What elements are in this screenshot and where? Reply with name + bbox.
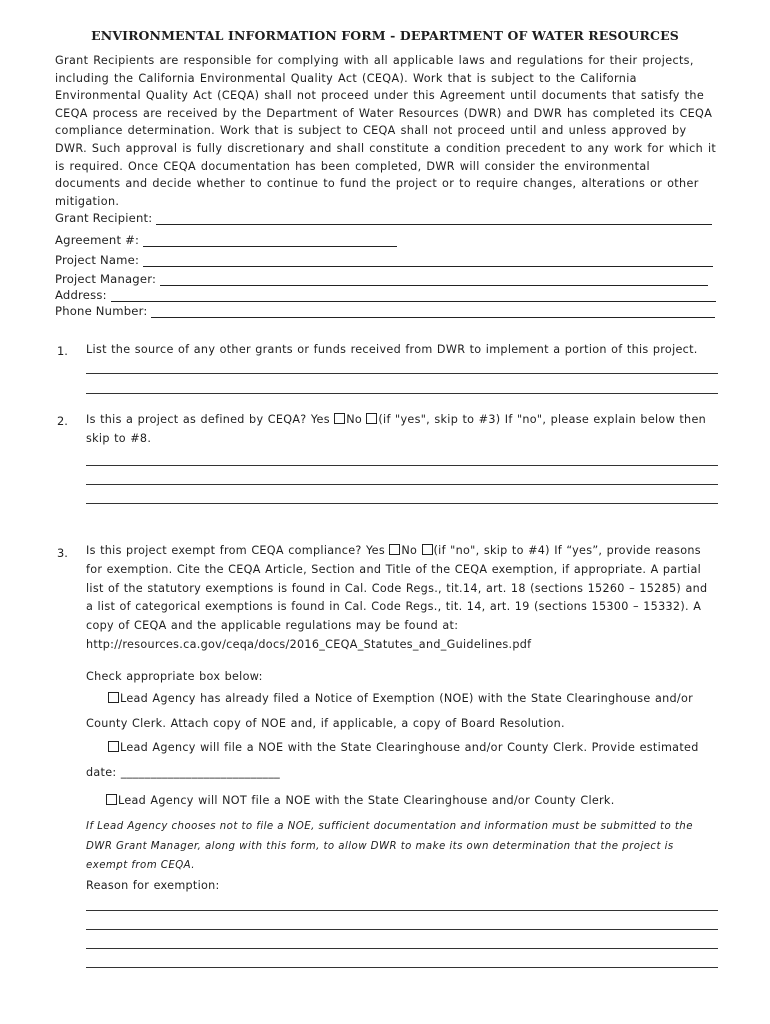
grant-recipient-field[interactable] xyxy=(55,208,712,225)
reason-answer-line[interactable] xyxy=(86,929,718,930)
noe-filed-checkbox[interactable] xyxy=(108,692,119,703)
address-field[interactable] xyxy=(55,285,716,302)
form-title: ENVIRONMENTAL INFORMATION FORM - DEPARTMENT OF WATER RESOURCES xyxy=(91,28,679,43)
option-will-file-noe[interactable] xyxy=(108,739,722,757)
intro-paragraph: Grant Recipients are responsible for complying with all applicable laws and regulations for their projects, including the California Environmental Quality Act (CEQA). Work that is subject to the California Environmental Quality Act (CEQA) shall not proceed under this Agreement until documents that satisfy the CEQA process are received by the Department of Water Resources (DWR) and DWR has completed its CEQA compliance determination. Work that is subject to CEQA shall not proceed until and unless approved by DWR. Such approval is fully discretionary and shall constitute a condition precedent to any work for which it is required. Once CEQA documentation has been completed, DWR will consider the environmental documents and decide whether to continue to fund the project or to require changes, alterations or other mitigation. xyxy=(55,54,717,208)
q3-text-a: Is this project exempt from CEQA compliance? Yes xyxy=(86,544,385,557)
q3-yes-checkbox[interactable] xyxy=(389,544,400,555)
reason-label: Reason for exemption: xyxy=(86,879,220,892)
address-label: Address: xyxy=(55,288,107,302)
check-instruction: Check appropriate box below: xyxy=(86,670,263,683)
phone-label: Phone Number: xyxy=(55,304,148,318)
reason-answer-line[interactable] xyxy=(86,910,718,911)
will-file-noe-checkbox[interactable] xyxy=(108,741,119,752)
phone-field[interactable] xyxy=(55,301,715,318)
not-file-noe-checkbox[interactable] xyxy=(106,794,117,805)
q2-answer-line[interactable] xyxy=(86,503,718,504)
q3-text-b: No xyxy=(401,544,418,557)
project-manager-label: Project Manager: xyxy=(55,272,157,286)
agreement-line[interactable] xyxy=(143,234,397,247)
q1-answer-line[interactable] xyxy=(86,373,718,374)
q2-no-checkbox[interactable] xyxy=(366,413,377,424)
q1-number: 1. xyxy=(57,344,68,358)
q1-answer-line[interactable] xyxy=(86,393,718,394)
q3-text-c: (if "no", skip to #4) If “yes”, provide reasons for exemption. Cite the CEQA Article, Section and Title of the CEQA exemption, if appropriate. A partial list of the statutory exemptions is found in Cal. Code Regs., tit.14, art. 18 (sections 15260 – 15285) and a list of categorical exemptions is found in Cal. Code Regs., tit. 14, art. 19 (sections 15300 – 15332). A copy of CEQA and the applicable regulations may be found at: http://resources.ca.gov/ceqa/docs/2016_CEQA_Statutes_and_Guidelines.pdf xyxy=(86,544,708,651)
option-noe-filed[interactable] xyxy=(108,690,722,708)
project-name-line[interactable] xyxy=(143,254,713,267)
not-file-noe-label: Lead Agency will NOT file a NOE with the State Clearinghouse and/or County Clerk. xyxy=(118,794,615,807)
will-file-noe-label: Lead Agency will file a NOE with the State Clearinghouse and/or County Clerk. Provide estimated xyxy=(120,741,699,754)
q2-answer-line[interactable] xyxy=(86,484,718,485)
q1-text: List the source of any other grants or funds received from DWR to implement a portion of this project. xyxy=(86,343,698,356)
grant-recipient-label: Grant Recipient: xyxy=(55,211,153,225)
option-not-file-noe[interactable] xyxy=(106,792,720,810)
q2-text-b: No xyxy=(346,413,363,426)
agreement-label: Agreement #: xyxy=(55,233,140,247)
noe-filed-label-cont: County Clerk. Attach copy of NOE and, if applicable, a copy of Board Resolution. xyxy=(86,717,565,730)
reason-answer-line[interactable] xyxy=(86,948,718,949)
phone-line[interactable] xyxy=(151,305,715,318)
estimated-date-field[interactable]: date: ___________________________ xyxy=(86,766,280,779)
project-manager-field[interactable] xyxy=(55,269,708,286)
noe-filed-label: Lead Agency has already filed a Notice of Exemption (NOE) with the State Clearinghouse and/or xyxy=(120,692,694,705)
q3-number: 3. xyxy=(57,546,68,560)
q2-text-c: (if "yes", skip to #3) If "no", please explain below then skip to #8. xyxy=(86,413,707,445)
grant-recipient-line[interactable] xyxy=(156,212,712,225)
q3-text xyxy=(86,542,718,655)
q2-text xyxy=(86,411,718,449)
agreement-field[interactable] xyxy=(55,230,397,247)
project-name-label: Project Name: xyxy=(55,253,140,267)
q2-text-a: Is this a project as defined by CEQA? Yes xyxy=(86,413,330,426)
reason-answer-line[interactable] xyxy=(86,967,718,968)
italic-note: If Lead Agency chooses not to file a NOE, sufficient documentation and information must be submitted to the DWR Grant Manager, along with this form, to allow DWR to make its own determination that the project is exempt from CEQA. xyxy=(86,821,693,871)
q2-answer-line[interactable] xyxy=(86,465,718,466)
q3-no-checkbox[interactable] xyxy=(422,544,433,555)
project-name-field[interactable] xyxy=(55,250,713,267)
q2-number: 2. xyxy=(57,414,68,428)
q2-yes-checkbox[interactable] xyxy=(334,413,345,424)
